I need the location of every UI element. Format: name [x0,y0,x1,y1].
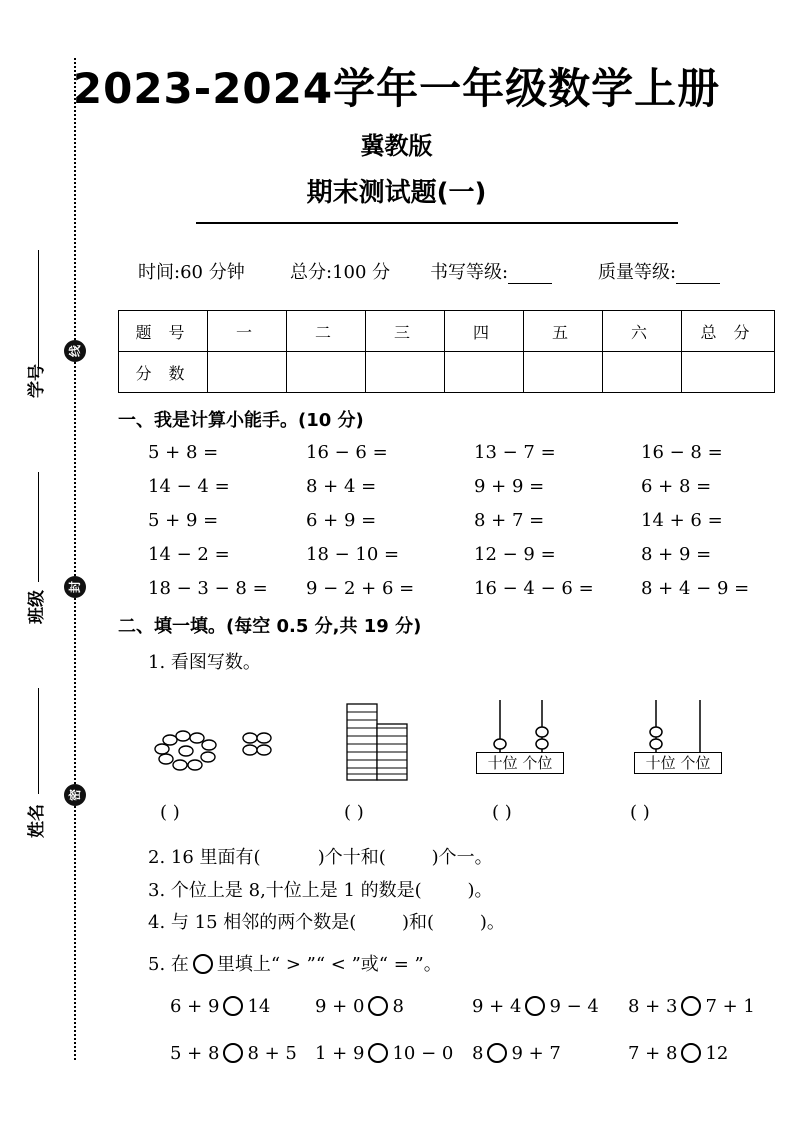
score-cell[interactable] [682,352,775,393]
equation: 14 − 2 = [148,544,230,565]
equation: 18 − 10 = [306,544,400,565]
compare-item [472,1043,561,1064]
counter-dot [190,733,204,743]
equation: 14 + 6 = [641,510,723,531]
equation: 16 − 4 − 6 = [474,578,594,599]
page-title: 2023-2024学年一年级数学上册 [72,64,721,113]
counter-dot [243,733,257,743]
compare-left: 8 [472,1043,484,1064]
score-cell[interactable] [287,352,366,393]
counter-dot [159,754,173,764]
compare-item [472,996,599,1017]
compare-left: 9 + 0 [315,996,365,1017]
equation: 16 − 8 = [641,442,723,463]
counter-dot [179,746,193,756]
name-label: 姓名 [27,804,47,838]
counter-dot [163,735,177,745]
compare-circle[interactable] [223,996,243,1016]
question-1: 1. 看图写数。 [148,652,261,673]
equation: 6 + 8 = [641,476,712,497]
compare-circle[interactable] [487,1043,507,1063]
abacus-bead [536,739,548,749]
table-cell: 一 [208,311,287,352]
question-3: 3. 个位上是 8,十位上是 1 的数是( )。 [148,880,493,901]
compare-circle[interactable] [368,996,388,1016]
score-cell[interactable] [524,352,603,393]
compare-right: 9 − 4 [549,996,599,1017]
name-line [38,688,40,794]
counter-dot [173,760,187,770]
question-2: 2. 16 里面有( )个十和( )个一。 [148,847,493,868]
compare-right: 10 − 0 [392,1043,454,1064]
compare-left: 6 + 9 [170,996,220,1017]
compare-circle[interactable] [368,1043,388,1063]
compare-right: 12 [705,1043,729,1064]
score-cell[interactable] [366,352,445,393]
score-table-header-row [119,311,775,352]
equation: 18 − 3 − 8 = [148,578,268,599]
writing-grade-blank[interactable] [508,267,552,284]
score-table-score-row [119,352,775,393]
compare-circle[interactable] [525,996,545,1016]
answer-blank[interactable]: ( ) [492,802,512,823]
table-cell: 总 分 [682,311,775,352]
abacus-bead [650,739,662,749]
question-4: 4. 与 15 相邻的两个数是( )和( )。 [148,912,505,933]
compare-left: 9 + 4 [472,996,522,1017]
equation: 9 − 2 + 6 = [306,578,415,599]
equation: 16 − 6 = [306,442,388,463]
table-cell: 分 数 [119,352,208,393]
table-cell: 四 [445,311,524,352]
equation: 8 + 4 − 9 = [641,578,750,599]
question-5-tail: 里填上“ > ”“ < ”或“ = ”。 [216,954,442,975]
compare-item [315,1043,453,1064]
compare-right: 9 + 7 [511,1043,561,1064]
compare-item [628,1043,728,1064]
student-no-line [38,250,40,370]
counter-dot [243,745,257,755]
quality-grade-label: 质量等级: [598,262,677,283]
score-cell[interactable] [603,352,682,393]
compare-item [170,1043,297,1064]
compare-left: 1 + 9 [315,1043,365,1064]
equation: 14 − 4 = [148,476,230,497]
abacus-bead [536,727,548,737]
quality-grade-blank[interactable] [676,267,720,284]
writing-grade [430,258,552,284]
compare-right: 7 + 1 [705,996,755,1017]
question-5-lead: 5. 在 [148,954,189,975]
compare-right: 14 [247,996,271,1017]
equation: 5 + 8 = [148,442,219,463]
compare-circle[interactable] [223,1043,243,1063]
answer-blank[interactable]: ( ) [344,802,364,823]
equation: 13 − 7 = [474,442,556,463]
counter-dot [176,731,190,741]
class-label: 班级 [27,590,47,624]
student-no-label: 学号 [27,364,47,398]
total-info: 总分:100 分 [290,262,391,283]
blocks-picture [345,702,409,782]
counter-dot [257,745,271,755]
compare-item [170,996,270,1017]
time-info: 时间:60 分钟 [138,262,245,283]
abacus-bead [650,727,662,737]
section-2-heading: 二、填一填。(每空 0.5 分,共 19 分) [118,616,422,637]
seal-mark-seal: 封 [64,576,86,598]
counter-dot [202,740,216,750]
section-1-heading: 一、我是计算小能手。(10 分) [118,410,364,431]
counter-dot [188,760,202,770]
compare-left: 7 + 8 [628,1043,678,1064]
compare-item [628,996,755,1017]
compare-item [315,996,404,1017]
exam-title: 期末测试题(一) [306,178,487,208]
score-cell[interactable] [445,352,524,393]
equation: 9 + 9 = [474,476,545,497]
question-5 [148,950,442,976]
equation: 8 + 9 = [641,544,712,565]
edition-label: 冀教版 [360,132,433,160]
writing-grade-label: 书写等级: [430,262,509,283]
counter-dot [201,752,215,762]
equation: 5 + 9 = [148,510,219,531]
abacus-a-rods [476,700,566,752]
quality-grade [598,258,720,284]
compare-circle-icon [193,954,213,974]
compare-left: 8 + 3 [628,996,678,1017]
compare-left: 5 + 8 [170,1043,220,1064]
compare-circle[interactable] [681,996,701,1016]
table-cell: 六 [603,311,682,352]
abacus-bead [494,739,506,749]
score-table [118,310,775,393]
equation: 8 + 7 = [474,510,545,531]
equation: 8 + 4 = [306,476,377,497]
class-line [38,472,40,582]
table-cell: 三 [366,311,445,352]
seal-mark-line: 线 [64,340,86,362]
seal-mark-secret: 密 [64,784,86,806]
counters-picture [150,725,290,777]
counter-dot [257,733,271,743]
answer-blank[interactable]: ( ) [630,802,650,823]
compare-circle[interactable] [681,1043,701,1063]
abacus-b-place-label: 十位 个位 [634,752,722,774]
counter-dot [155,744,169,754]
abacus-a-place-label: 十位 个位 [476,752,564,774]
table-cell: 二 [287,311,366,352]
score-cell[interactable] [208,352,287,393]
equation: 12 − 9 = [474,544,556,565]
table-cell: 题 号 [119,311,208,352]
answer-blank[interactable]: ( ) [160,802,180,823]
title-rule [196,222,678,224]
table-cell: 五 [524,311,603,352]
compare-right: 8 [392,996,404,1017]
abacus-b-rods [634,700,724,752]
equation: 6 + 9 = [306,510,377,531]
compare-right: 8 + 5 [247,1043,297,1064]
tens-block-column [347,704,377,780]
